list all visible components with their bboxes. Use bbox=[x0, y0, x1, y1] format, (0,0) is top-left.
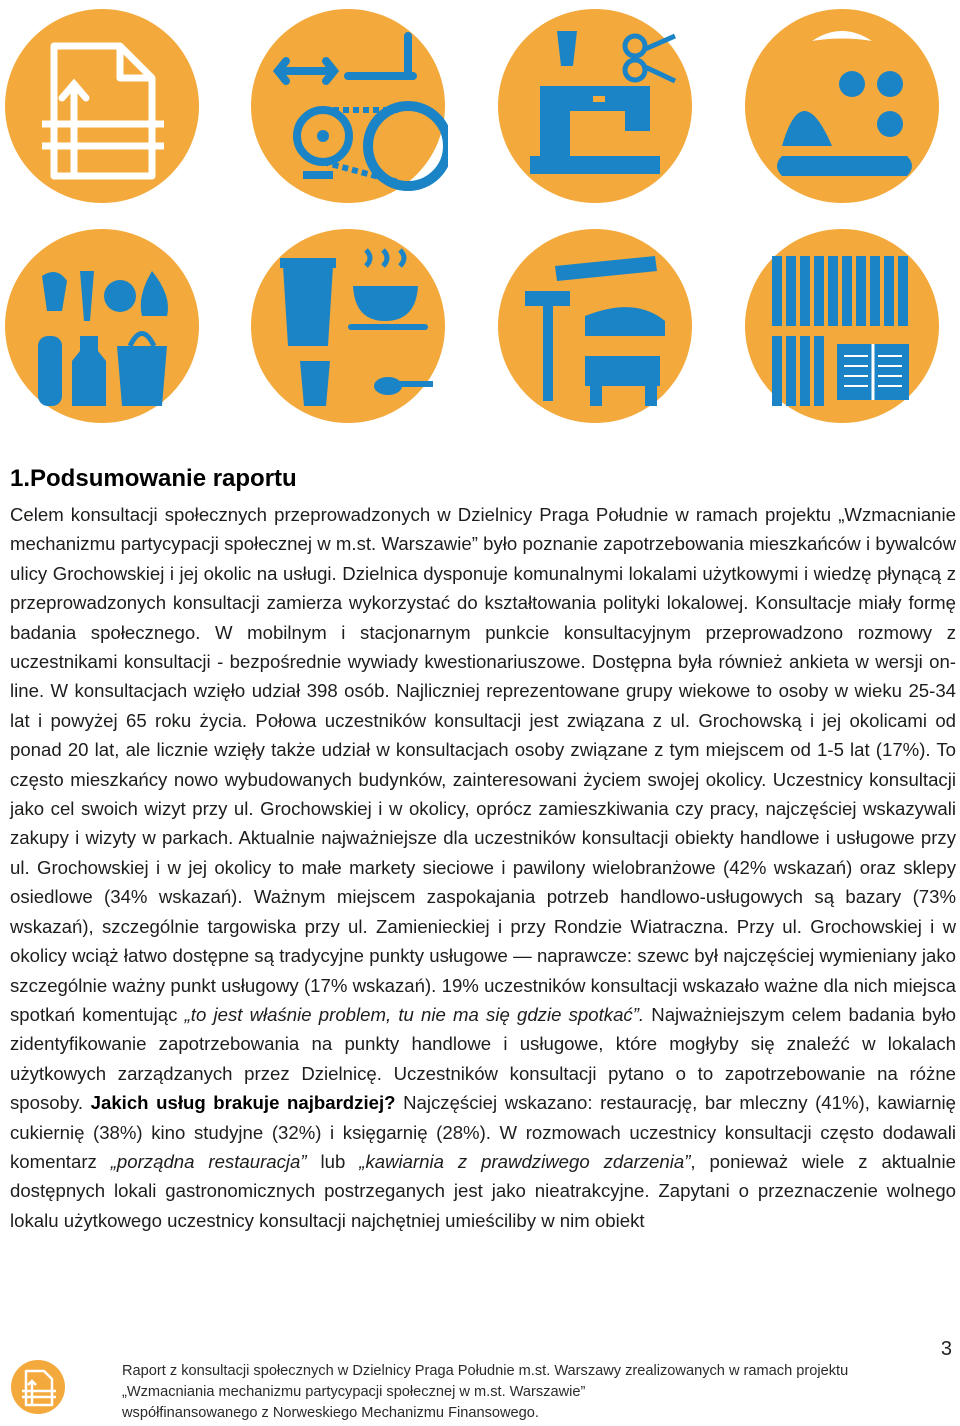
footer-line-1: Raport z konsultacji społecznych w Dzielnicy Praga Południe m.st. Warszawy zrealizowanych w ramach projektu bbox=[122, 1363, 849, 1379]
document-icon bbox=[10, 1359, 66, 1415]
summary-text-2: Najważniejszym celem badania było zidentyfikowanie zapotrzebowania na punkty handlowe i usługowe, które mogłyby się znaleźć w lokalach użytkowych zarządzanych przez Dzielnicę. Uczestników konsultacji pytano o to zapotrzebowanie na różne sposoby. bbox=[10, 1003, 956, 1114]
quote-meeting: „to jest właśnie problem, tu nie ma się gdzie spotkać”. bbox=[184, 1003, 645, 1025]
footer bbox=[0, 1355, 960, 1425]
bakery-icon bbox=[742, 6, 942, 206]
page-number: 3 bbox=[940, 1338, 952, 1360]
summary-text-5: , ponieważ wiele z aktualnie dostępnych lokali gastronomicznych postrzeganych jest jako nieatrakcyjne. Zapytani o przeznaczenie wolnego lokalu użytkowego uczestnicy konsultacji najchętniej umieściliby w nim obiekt bbox=[10, 1150, 956, 1231]
summary-paragraph bbox=[10, 500, 956, 1235]
summary-text-1: Celem konsultacji społecznych przeprowadzonych w Dzielnicy Praga Południe w ramach projektu „Wzmacnianie mechanizmu partycypacji społecznej w m.st. Warszawie” było poznanie zapotrzebowania mieszkańców i bywalców ulicy Grochowskiej i jej okolic na usługi. Dzielnica dysponuje komunalnymi lokalami użytkowymi i wiedzę płynącą z przeprowadzonych konsultacji zamierza wykorzystać do kształtowania polityki lokalowej. Konsultacje miały formę badania społecznego. W mobilnym i stacjonarnym punkcie konsultacyjnym przeprowadzono rozmowy z uczestnikami konsultacji - bezpośrednie wywiady kwestionariuszowe. Dostępna była również ankieta w wersji on-line. W konsultacjach wzięło udział 398 osób. Najliczniej reprezentowane grupy wiekowe to osoby w wieku 25-34 lat i powyżej 65 roku życia. Połowa uczestników konsultacji jest związana z ul. Grochowską i jej okolicami od ponad 20 lat, ale licznie wzięły także udział w konsultacjach osoby związane z tym miejscem od 1-5 lat (17%). To często mieszkańcy nowo wybudowanych budynków, zainteresowani życiem swojej okolicy. Uczestnicy konsultacji jako cel swoich wizyt przy ul. Grochowskiej i w okolicy, oprócz zamieszkiwania czy pracy, najczęściej wskazywali zakupy i wizyty w parkach. Aktualnie najważniejsze dla uczestników konsultacji obiekty handlowe i usługowe przy ul. Grochowskiej i w jej okolicy to małe markety sieciowe i pawilony wielobranżowe (42% wskazań) oraz sklepy osiedlowe (34% wskazań). Ważnym miejscem zaspokajania potrzeb handlowo-usługowych są bazary (73% wskazań), szczególnie targowiska przy ul. Zamienieckiej i przy Rondzie Wiatraczna. Przy ul. Grochowskiej i w okolicy wciąż łatwo dostępne są tradycyjne punkty usługowe — naprawcze: szewc był najczęściej wymieniany jako szczególnie ważny punkt usługowy (17% wskazań). 19% uczestników konsultacji wskazało ważne dla nich miejsca spotkań komentując bbox=[10, 504, 956, 1025]
document-icon bbox=[2, 6, 202, 206]
summary-text-4: lub bbox=[306, 1150, 360, 1172]
cafe-icon bbox=[248, 226, 448, 426]
footer-line-2: „Wzmacniania mechanizmu partycypacji społecznej w m.st. Warszawie” bbox=[122, 1384, 586, 1400]
quote-cafe: „kawiarnia z prawdziwego zdarzenia” bbox=[359, 1150, 691, 1172]
icon-grid bbox=[0, 0, 960, 440]
footer-text bbox=[122, 1361, 848, 1424]
bold-question: Jakich usług brakuje najbardziej? bbox=[90, 1092, 396, 1114]
section-title: 1.Podsumowanie raportu bbox=[10, 465, 297, 492]
quote-restaurant: „porządna restauracja” bbox=[110, 1150, 307, 1172]
sewing-machine-icon bbox=[495, 6, 695, 206]
bicycle-tools-icon bbox=[248, 6, 448, 206]
report-summary bbox=[10, 464, 956, 1235]
books-icon bbox=[742, 226, 942, 426]
groceries-icon bbox=[2, 226, 202, 426]
summary-text-3: Najczęściej wskazano: restaurację, bar mleczny (41%), kawiarnię cukiernię (38%) kino studyjne (32%) i księgarnię (28%). W rozmowach uczestnicy konsultacji często dodawali komentarz bbox=[10, 1092, 957, 1172]
shoe-repair-icon bbox=[495, 226, 695, 426]
footer-line-3: współfinansowanego z Norweskiego Mechanizmu Finansowego. bbox=[122, 1405, 539, 1421]
